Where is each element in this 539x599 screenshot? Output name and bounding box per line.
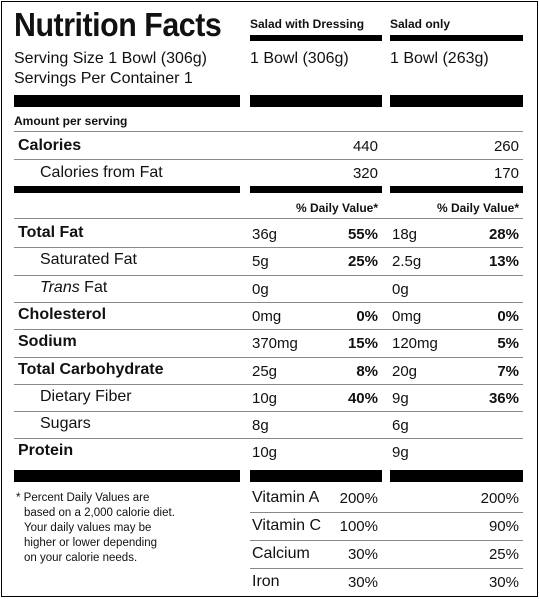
nutrient-label: Sugars <box>40 415 91 432</box>
footnote-line: * Percent Daily Values are <box>16 492 150 504</box>
nutrient-daily-value-col2: 0% <box>497 308 519 325</box>
nutrient-label: Sodium <box>18 333 77 350</box>
label-title: Nutrition Facts <box>14 6 222 43</box>
calories-from-fat-col1: 320 <box>352 165 378 182</box>
nutrient-daily-value-col2: 36% <box>488 390 519 407</box>
serving-size-col2: 1 Bowl (263g) <box>390 50 489 67</box>
vitamin-value-col1: 100% <box>339 518 378 535</box>
nutrient-daily-value-col1: 8% <box>356 363 378 380</box>
nutrient-label: Total Fat <box>18 224 84 241</box>
nutrient-label-italic: Trans <box>40 279 80 296</box>
thick-rule <box>390 470 523 482</box>
nutrient-amount-col1: 0g <box>252 281 269 298</box>
divider <box>14 411 523 412</box>
calories-from-fat-col2: 170 <box>493 165 519 182</box>
nutrient-daily-value-col2: 13% <box>488 253 519 270</box>
nutrient-amount-col2: 20g <box>392 363 418 380</box>
nutrient-label: Protein <box>18 442 74 459</box>
footnote <box>16 491 175 566</box>
nutrient-amount-col2: 2.5g <box>392 253 422 270</box>
nutrient-amount-col1: 5g <box>252 253 269 270</box>
nutrient-amount-col2: 18g <box>392 226 418 243</box>
column-header-rule <box>390 35 523 41</box>
vitamin-label: Vitamin A <box>252 489 320 506</box>
divider <box>14 159 523 160</box>
footnote-line: on your calorie needs. <box>24 552 138 564</box>
thick-rule <box>14 470 240 482</box>
vitamin-value-col1: 200% <box>339 490 378 507</box>
divider <box>250 568 523 569</box>
nutrient-amount-col1: 25g <box>252 363 278 380</box>
nutrient-daily-value-col1: 15% <box>347 335 378 352</box>
column-header-salad-only: Salad only <box>390 17 451 31</box>
serving-size: Serving Size 1 Bowl (306g) <box>14 50 207 67</box>
divider <box>14 357 523 358</box>
divider <box>14 384 523 385</box>
nutrient-amount-col1: 10g <box>252 444 278 461</box>
nutrient-daily-value-col1: 55% <box>347 226 378 243</box>
nutrient-amount-col1: 8g <box>252 417 269 434</box>
divider <box>250 540 523 541</box>
nutrient-daily-value-col2: 5% <box>497 335 519 352</box>
nutrient-daily-value-col1: 25% <box>347 253 378 270</box>
nutrient-daily-value-col2: 28% <box>488 226 519 243</box>
calories-from-fat-label: Calories from Fat <box>40 164 163 181</box>
nutrient-amount-col1: 10g <box>252 390 278 407</box>
divider <box>250 512 523 513</box>
thick-rule <box>250 95 382 107</box>
divider <box>14 275 523 276</box>
nutrient-amount-col2: 0mg <box>392 308 422 325</box>
footnote-line: based on a 2,000 calorie diet. <box>24 507 175 519</box>
divider <box>14 247 523 248</box>
nutrient-daily-value-col1: 0% <box>356 308 378 325</box>
footnote-line: Your daily values may be <box>24 522 152 534</box>
vitamin-value-col1: 30% <box>347 574 378 591</box>
amount-per-serving: Amount per serving <box>14 114 128 128</box>
nutrient-label: Dietary Fiber <box>40 388 132 405</box>
vitamin-label: Iron <box>252 573 280 590</box>
vitamin-value-col2: 90% <box>488 518 519 535</box>
medium-rule <box>14 186 240 193</box>
calories-label: Calories <box>18 137 82 154</box>
vitamin-value-col2: 25% <box>488 546 519 563</box>
nutrient-amount-col2: 120mg <box>392 335 438 352</box>
serving-size-col1: 1 Bowl (306g) <box>250 50 349 67</box>
divider <box>14 131 523 132</box>
vitamin-label: Vitamin C <box>252 517 322 534</box>
footnote-line: higher or lower depending <box>24 537 157 549</box>
medium-rule <box>250 186 382 193</box>
nutrient-label <box>40 279 107 297</box>
daily-value-header-col1: % Daily Value* <box>295 201 378 215</box>
nutrition-facts-panel <box>1 1 538 597</box>
divider <box>14 302 523 303</box>
nutrient-label: Total Carbohydrate <box>18 361 164 378</box>
divider <box>14 218 523 219</box>
nutrient-label-text: Fat <box>79 279 108 296</box>
servings-per-container: Servings Per Container 1 <box>14 70 193 87</box>
nutrient-label: Cholesterol <box>18 306 107 323</box>
nutrient-amount-col1: 36g <box>252 226 278 243</box>
nutrient-daily-value-col2: 7% <box>497 363 519 380</box>
nutrient-amount-col1: 0mg <box>252 308 282 325</box>
column-header-rule <box>250 35 382 41</box>
vitamin-value-col2: 200% <box>480 490 519 507</box>
divider <box>14 329 523 330</box>
nutrient-amount-col2: 9g <box>392 444 409 461</box>
nutrient-amount-col2: 6g <box>392 417 409 434</box>
nutrient-amount-col2: 0g <box>392 281 409 298</box>
daily-value-header-col2: % Daily Value* <box>436 201 519 215</box>
calories-col1: 440 <box>352 138 378 155</box>
nutrient-amount-col1: 370mg <box>252 335 298 352</box>
thick-rule <box>250 470 382 482</box>
column-header-salad-with-dressing: Salad with Dressing <box>250 17 365 31</box>
nutrient-amount-col2: 9g <box>392 390 409 407</box>
vitamin-value-col2: 30% <box>488 574 519 591</box>
medium-rule <box>390 186 523 193</box>
nutrient-daily-value-col1: 40% <box>347 390 378 407</box>
vitamin-label: Calcium <box>252 545 310 562</box>
thick-rule <box>390 95 523 107</box>
vitamin-value-col1: 30% <box>347 546 378 563</box>
nutrient-label: Saturated Fat <box>40 251 137 268</box>
divider <box>14 438 523 439</box>
calories-col2: 260 <box>493 138 519 155</box>
thick-rule <box>14 95 240 107</box>
